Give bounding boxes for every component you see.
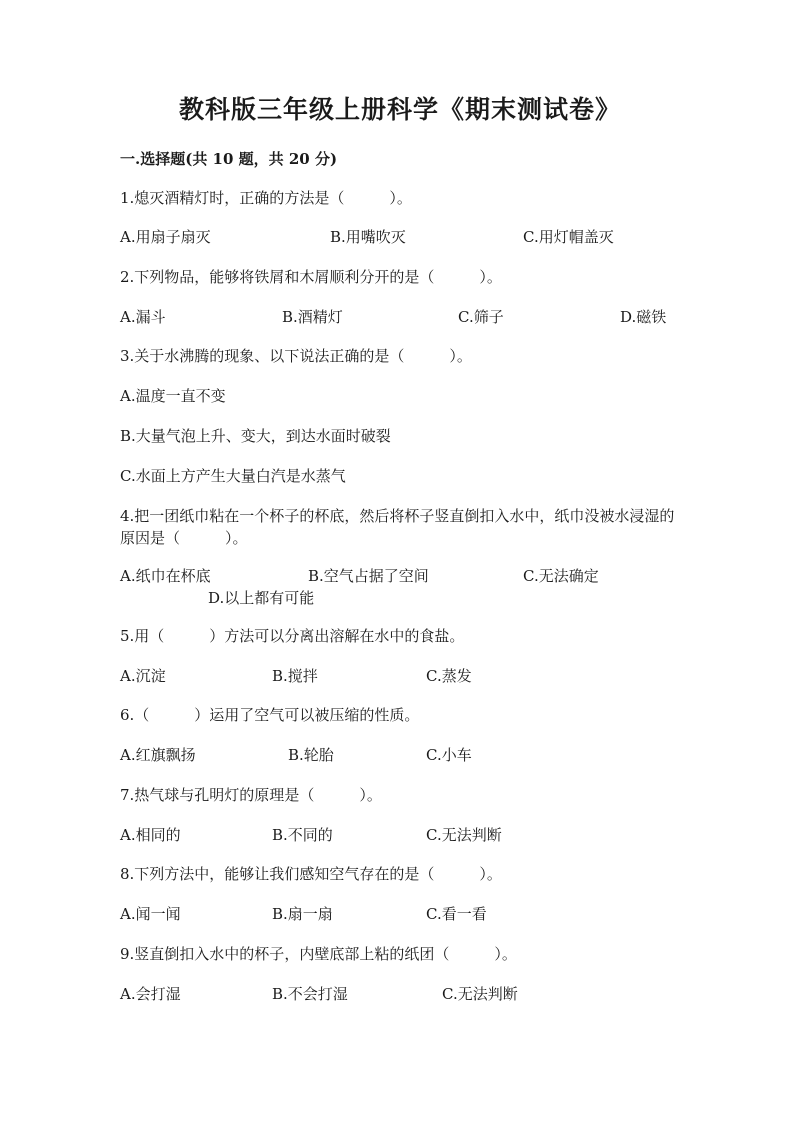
question-1-option-a: A.用扇子扇灭 [120, 228, 211, 246]
question-7-option-c: C.无法判断 [426, 826, 502, 844]
question-3-option-b: B.大量气泡上升、变大，到达水面时破裂 [120, 427, 391, 445]
document-title: 教科版三年级上册科学《期末测试卷》 [178, 95, 621, 124]
question-3-option-c: C.水面上方产生大量白汽是水蒸气 [120, 467, 346, 485]
question-1-stem: 1.熄灭酒精灯时，正确的方法是（ ）。 [120, 189, 412, 207]
section-heading: 一.选择题(共 10 题，共 20 分) [120, 150, 338, 168]
question-9-option-a: A.会打湿 [120, 985, 181, 1003]
question-1-option-c: C.用灯帽盖灭 [523, 228, 614, 246]
question-8-option-a: A.闻一闻 [120, 905, 181, 923]
question-8-option-c: C.看一看 [426, 905, 487, 923]
question-8-stem: 8.下列方法中，能够让我们感知空气存在的是（ ）。 [120, 865, 502, 883]
question-5-option-b: B.搅拌 [272, 667, 318, 685]
question-1-option-b: B.用嘴吹灭 [330, 228, 406, 246]
question-7-option-b: B.不同的 [272, 826, 333, 844]
question-3-option-a: A.温度一直不变 [120, 387, 226, 405]
question-7-option-a: A.相同的 [120, 826, 181, 844]
question-6-option-b: B.轮胎 [288, 746, 334, 764]
question-4-option-a: A.纸巾在杯底 [120, 567, 211, 585]
question-7-stem: 7.热气球与孔明灯的原理是（ ）。 [120, 786, 382, 804]
question-6-stem: 6.（ ）运用了空气可以被压缩的性质。 [120, 706, 420, 724]
question-5-option-a: A.沉淀 [120, 667, 166, 685]
question-2-stem: 2.下列物品，能够将铁屑和木屑顺利分开的是（ ）。 [120, 268, 502, 286]
question-2-option-c: C.筛子 [458, 308, 504, 326]
question-2-option-d: D.磁铁 [620, 308, 667, 326]
question-2-option-b: B.酒精灯 [282, 308, 343, 326]
question-4-option-d: D.以上都有可能 [208, 589, 315, 607]
question-5-option-c: C.蒸发 [426, 667, 472, 685]
question-5-stem: 5.用（ ）方法可以分离出溶解在水中的食盐。 [120, 627, 465, 645]
question-2-option-a: A.漏斗 [120, 308, 166, 326]
question-8-option-b: B.扇一扇 [272, 905, 333, 923]
question-4-option-c: C.无法确定 [523, 567, 599, 585]
question-9-stem: 9.竖直倒扣入水中的杯子，内壁底部上粘的纸团（ ）。 [120, 945, 517, 963]
question-6-option-a: A.红旗飘扬 [120, 746, 196, 764]
question-9-option-b: B.不会打湿 [272, 985, 348, 1003]
question-4-option-b: B.空气占据了空间 [308, 567, 429, 585]
question-4-stem: 4.把一团纸巾粘在一个杯子的杯底，然后将杯子竖直倒扣入水中，纸巾没被水浸湿的原因是（ ）。 [120, 507, 675, 547]
question-9-option-c: C.无法判断 [442, 985, 518, 1003]
question-3-stem: 3.关于水沸腾的现象、以下说法正确的是（ ）。 [120, 347, 472, 365]
question-6-option-c: C.小车 [426, 746, 472, 764]
